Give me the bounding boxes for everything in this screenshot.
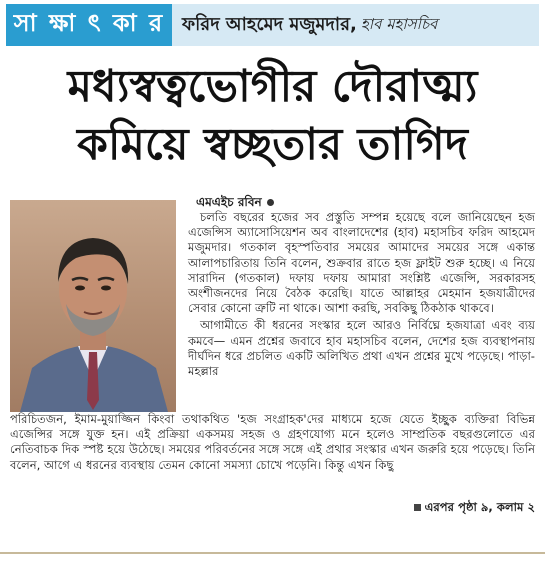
square-bullet-icon bbox=[414, 504, 421, 511]
interviewee-name: ফরিদ আহমেদ মজুমদার, bbox=[182, 13, 357, 35]
article-paragraph-2-cont: পরিচিতজন, ইমাম-মুয়াজ্জিন কিংবা তথাকথিত 'হজ সংগ্রাহক'দের মাধ্যমে হজে যেতে ইচ্ছুক ব্যক্তিরা বিভিন্ন এজেন্সির সঙ্গে যুক্ত হন। এই প্রক্রিয়া একসময় সহজ ও গ্রহণযোগ্য মনে হলেও সাম্প্রতিক বছরগুলোতে এর নেতিবাচক দিক স্পষ্ট হয়ে উঠেছে। সময়ের পরিবর্তনের সঙ্গে সঙ্গে এই প্রথার সংস্কার এখন জরুরি হয়ে পড়েছে। তিনি বলেন, আগে এ ধরনের ব্যবস্থায় তেমন কোনো সমস্যা চোখে পড়েনি। কিন্তু এখন কিছু bbox=[10, 412, 535, 472]
headline-line-1: মধ্যস্বত্বভোগীর দৌরাত্ম্য bbox=[67, 61, 478, 112]
interviewee-photo bbox=[10, 200, 176, 412]
section-header bbox=[6, 4, 539, 46]
section-tag: সা ক্ষা ৎ কা র bbox=[6, 4, 172, 46]
article-paragraph-1: চলতি বছরের হজের সব প্রস্তুতি সম্পন্ন হয়েছে বলে জানিয়েছেন হজ এজেন্সিস অ্যাসোসিয়েশন অব বাংলাদেশের (হাব) মহাসচিব ফরিদ আহমেদ মজুমদার। গতকাল বৃহস্পতিবার সময়ের আমাদের সময়ের সঙ্গে একান্ত আলাপচারিতায় তিনি বলেন, শুক্রবার রাতে হজ ফ্লাইট শুরু হচ্ছে। এ নিয়ে সারাদিন (গতকাল) দফায় দফায় আমারা সংশ্লিষ্ট এজেন্সি, সরকারসহ অংশীজনদের নিয়ে বৈঠক করেছি। যাতে আল্লাহর মেহমান হজযাত্রীদের সেবার কোনো ত্রুটি না থাকে। আশা করছি, সবকিছু ঠিকঠাক থাকবে। bbox=[188, 210, 535, 316]
interviewee-role: হাব মহাসচিব bbox=[360, 14, 438, 33]
portrait-illustration bbox=[10, 200, 176, 412]
reporter-name: এমএইচ রবিন bbox=[196, 195, 262, 209]
article-column-full bbox=[10, 412, 535, 473]
interviewee-banner bbox=[172, 4, 539, 46]
bullet-icon bbox=[267, 199, 274, 206]
bottom-divider bbox=[0, 552, 545, 554]
headline-line-2: কমিয়ে স্বচ্ছতার তাগিদ bbox=[77, 119, 468, 170]
headline bbox=[10, 58, 535, 174]
continued-label: এরপর পৃষ্ঠা ৯, কলাম ২ bbox=[424, 500, 535, 514]
continued-note bbox=[414, 499, 535, 518]
article-paragraph-2-start: আগামীতে কী ধরনের সংস্কার হলে আরও নির্বিঘ্নে হজযাত্রা এবং ব্যয় কমবে— এমন প্রশ্নের জবাবে হাব মহাসচিব বলেন, দেশের হজ ব্যবস্থাপনায় দীর্ঘদিন ধরে প্রচলিত একটি অলিখিত প্রথা এখন প্রশ্নের মুখে পড়েছে। পাড়া-মহল্লার bbox=[188, 318, 535, 379]
article-column-right bbox=[188, 210, 535, 379]
